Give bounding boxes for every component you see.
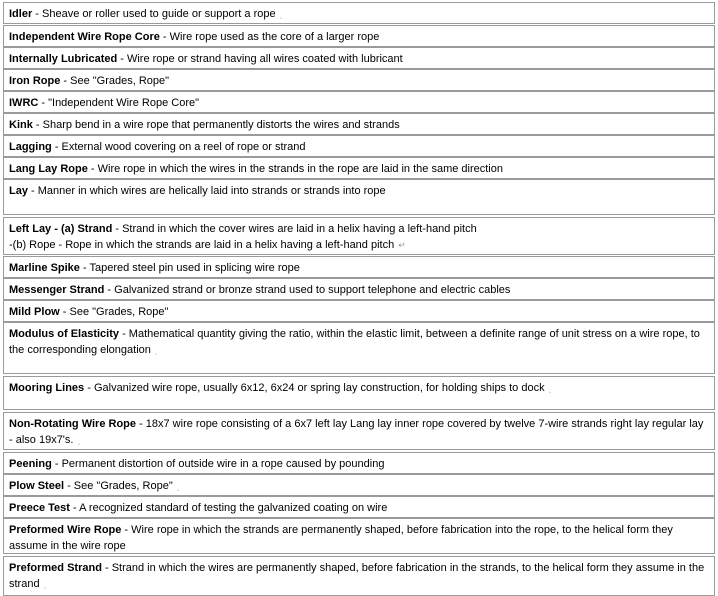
glossary-definition: - Galvanized strand or bronze strand used to support telephone and electric cables	[104, 284, 511, 296]
glossary-definition: - Wire rope or strand having all wires coated with lubricant	[117, 53, 403, 65]
glossary-row	[3, 47, 715, 69]
glossary-term: Idler	[9, 8, 33, 20]
glossary-definition: - A recognized standard of testing the galvanized coating on wire	[69, 502, 388, 514]
editor-mark-icon: ↵	[398, 240, 406, 250]
glossary-definition: - Strand in which the cover wires are laid in a helix having a left-hand pitch	[112, 223, 477, 235]
editor-mark-icon: ˎ	[279, 9, 283, 19]
glossary-row	[3, 474, 715, 496]
glossary-row	[3, 25, 715, 47]
glossary-definition: - "Independent Wire Rope Core"	[38, 97, 199, 109]
glossary-term: Preformed Wire Rope	[9, 524, 122, 536]
glossary-term: Non-Rotating Wire Rope	[9, 418, 136, 430]
glossary-term: Mild Plow	[9, 306, 60, 318]
glossary-term: Peening	[9, 458, 52, 470]
glossary-term: Lay	[9, 185, 28, 197]
glossary-row	[3, 452, 715, 474]
glossary-definition: - Sheave or roller used to guide or support a rope	[32, 8, 276, 20]
glossary-row	[3, 322, 715, 374]
glossary-term: Kink	[9, 119, 33, 131]
glossary-definition: - Wire rope used as the core of a larger rope	[159, 31, 380, 43]
glossary-term: Messenger Strand	[9, 284, 105, 296]
glossary-term: Internally Lubricated	[9, 53, 118, 65]
glossary-definition: - See "Grades, Rope"	[60, 75, 170, 87]
glossary-definition: - Mathematical quantity giving the ratio, within the elastic limit, between a definite range of unit stress on a wire rope, to the corresponding elongation	[9, 328, 700, 356]
glossary-term: Plow Steel	[9, 480, 65, 492]
glossary-definition: - External wood covering on a reel of rope or strand	[51, 141, 306, 153]
glossary-row	[3, 113, 715, 135]
glossary-definition: - 18x7 wire rope consisting of a 6x7 left lay Lang lay inner rope covered by twelve 7-wire strands right lay regular lay - also 19x7's.	[9, 418, 704, 446]
glossary-term: Iron Rope	[9, 75, 61, 87]
glossary-term: Preformed Strand	[9, 562, 102, 574]
glossary-definition: - Permanent distortion of outside wire in a rope caused by pounding	[51, 458, 385, 470]
glossary-definition: - Manner in which wires are helically laid into strands or strands into rope	[27, 185, 386, 197]
glossary-row	[3, 2, 715, 24]
glossary-row	[3, 91, 715, 113]
glossary-row	[3, 217, 715, 255]
glossary-row	[3, 179, 715, 215]
glossary-term: Lagging	[9, 141, 52, 153]
glossary-row	[3, 496, 715, 518]
glossary-term: Independent Wire Rope Core	[9, 31, 160, 43]
glossary-row	[3, 412, 715, 450]
glossary-row	[3, 135, 715, 157]
editor-mark-icon: ˎ	[77, 435, 81, 445]
glossary-definition: - Galvanized wire rope, usually 6x12, 6x24 or spring lay construction, for holding ships to dock	[84, 382, 545, 394]
glossary-term: Marline Spike	[9, 262, 80, 274]
glossary-term: Preece Test	[9, 502, 70, 514]
glossary-term: Left Lay - (a) Strand	[9, 223, 113, 235]
glossary-row	[3, 157, 715, 179]
glossary-definition: - Wire rope in which the wires in the strands in the rope are laid in the same direction	[87, 163, 503, 175]
glossary-term: IWRC	[9, 97, 39, 109]
glossary-row	[3, 556, 715, 596]
editor-mark-icon: ˎ	[43, 579, 47, 589]
glossary-row	[3, 376, 715, 410]
glossary-definition-line2: -(b) Rope - Rope in which the strands are laid in a helix having a left-hand pitch	[9, 239, 395, 251]
glossary-definition: - Sharp bend in a wire rope that permanently distorts the wires and strands	[32, 119, 400, 131]
glossary-definition: - See "Grades, Rope"	[64, 480, 173, 492]
glossary-definition: - Tapered steel pin used in splicing wire rope	[79, 262, 300, 274]
glossary-row	[3, 278, 715, 300]
glossary-row	[3, 518, 715, 554]
glossary-definition: - Strand in which the wires are permanently shaped, before fabrication in the strands, to the helical form they assume in the strand	[9, 562, 705, 590]
editor-mark-icon: ˎ	[154, 345, 158, 355]
glossary-definition: - Wire rope in which the strands are permanently shaped, before fabrication into the rope, to the helical form they assume in the wire rope	[9, 524, 673, 552]
glossary-row	[3, 256, 715, 278]
glossary-definition: - See "Grades, Rope"	[59, 306, 169, 318]
glossary-row	[3, 300, 715, 322]
editor-mark-icon: ˎ	[548, 383, 552, 393]
glossary-row	[3, 69, 715, 91]
editor-mark-icon: ˎ	[176, 481, 180, 491]
glossary-term: Modulus of Elasticity	[9, 328, 120, 340]
glossary-term: Mooring Lines	[9, 382, 85, 394]
glossary-term: Lang Lay Rope	[9, 163, 88, 175]
